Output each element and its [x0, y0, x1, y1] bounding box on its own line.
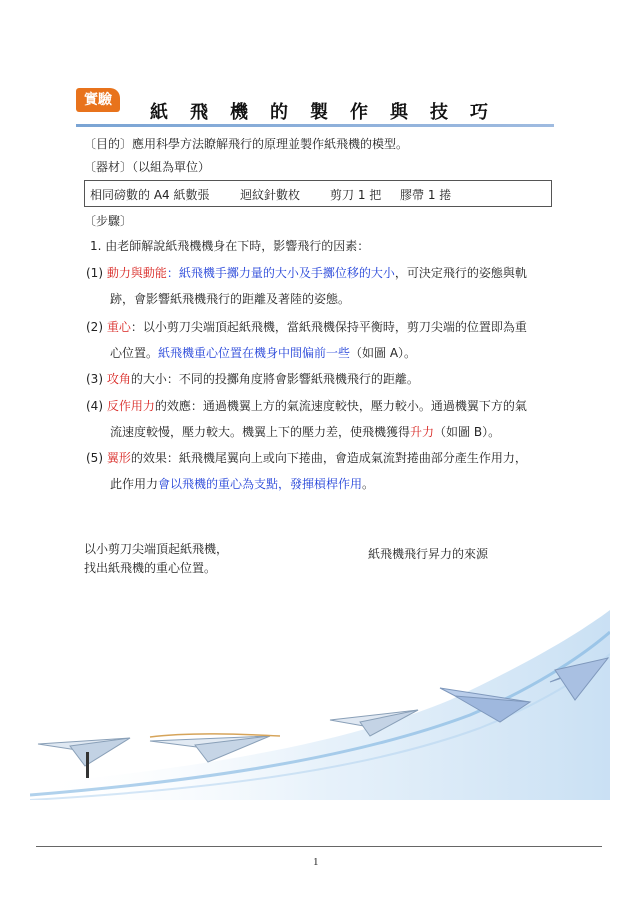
paper-airplane-icon: [38, 738, 130, 778]
material-item: 膠帶 1 捲: [400, 188, 452, 202]
step-text: （如圖 B）。: [434, 425, 501, 439]
material-item: 迴紋針數枚: [240, 188, 301, 202]
step-continuation: [110, 344, 416, 362]
steps-intro: 1. 由老師解說紙飛機機身在下時，影響飛行的因素：: [90, 239, 370, 253]
material-item: 剪刀 1 把: [330, 188, 382, 202]
step-text: 流速度較慢，壓力較大。機翼上下的壓力差，使飛機獲得: [110, 425, 411, 439]
material-item: 相同磅數的 A4 紙數張: [90, 188, 210, 202]
step-highlight: 紙飛機手擲力量的大小及手擲位移的大小: [178, 266, 395, 280]
step-text: 此作用力: [110, 477, 159, 491]
step-text: （如圖 A）。: [350, 346, 417, 360]
step-continuation: [110, 423, 500, 441]
step-number: (1): [86, 266, 107, 280]
step-term: 翼形: [106, 451, 131, 465]
materials-label: 〔器材〕: [84, 160, 133, 174]
step-text: 的效果：紙飛機尾翼向上或向下捲曲，會造成氣流對捲曲部分產生作用力，: [130, 451, 527, 465]
caption-line: 以小剪刀尖端頂起紙飛機，: [84, 542, 229, 556]
page-number: 1: [313, 856, 319, 868]
step-term: 重心: [106, 320, 131, 334]
step-text: ：以小剪刀尖端頂起紙飛機，當紙飛機保持平衡時，剪刀尖端的位置即為重: [130, 320, 527, 334]
materials-note: （以組為單位）: [132, 160, 211, 174]
step-term: 動力與動能: [106, 266, 167, 280]
step-item: [86, 318, 527, 336]
step-sep: ：: [166, 266, 179, 280]
step-text: 心位置。: [110, 346, 159, 360]
step-highlight: 會以飛機的重心為支點，發揮槓桿作用: [158, 477, 363, 491]
purpose-label: 〔目的〕: [84, 137, 133, 151]
materials-heading: [84, 158, 210, 176]
step-continuation: [110, 475, 374, 493]
title-underline: [76, 124, 554, 127]
caption-right: 紙飛機飛行昇力的來源: [368, 547, 489, 561]
purpose-line: [84, 135, 408, 153]
page-title: 紙飛機的製作與技巧: [150, 102, 510, 123]
step-item: [86, 264, 527, 282]
step-number: (3): [86, 372, 107, 386]
step-number: (4): [86, 399, 107, 413]
step-text: 的大小：不同的投擲角度將會影響紙飛機飛行的距離。: [130, 372, 419, 386]
step-highlight: 紙飛機重心位置在機身中間偏前一些: [158, 346, 351, 360]
step-text: 的效應：通過機翼上方的氣流速度較快，壓力較小。通過機翼下方的氣: [154, 399, 527, 413]
step-highlight: 升力: [410, 425, 435, 439]
step-term: 攻角: [106, 372, 131, 386]
caption-line: 找出紙飛機的重心位置。: [84, 561, 217, 575]
purpose-text: 應用科學方法瞭解飛行的原理並製作紙飛機的模型。: [132, 137, 409, 151]
experiment-badge: 實驗: [76, 88, 120, 112]
paper-airplanes-illustration: [30, 610, 610, 800]
caption-left: [84, 540, 228, 578]
step-text: 。: [362, 477, 375, 491]
step-item: [86, 370, 419, 388]
step-continuation: 跡，會影響紙飛機飛行的距離及著陸的姿態。: [110, 292, 351, 306]
footer-rule: [36, 846, 602, 847]
step-item: [86, 449, 527, 467]
step-text: ，可決定飛行的姿態與軌: [394, 266, 527, 280]
step-number: (2): [86, 320, 107, 334]
step-item: [86, 397, 527, 415]
step-term: 反作用力: [106, 399, 155, 413]
step-number: (5): [86, 451, 107, 465]
steps-label: 〔步驟〕: [84, 214, 133, 228]
